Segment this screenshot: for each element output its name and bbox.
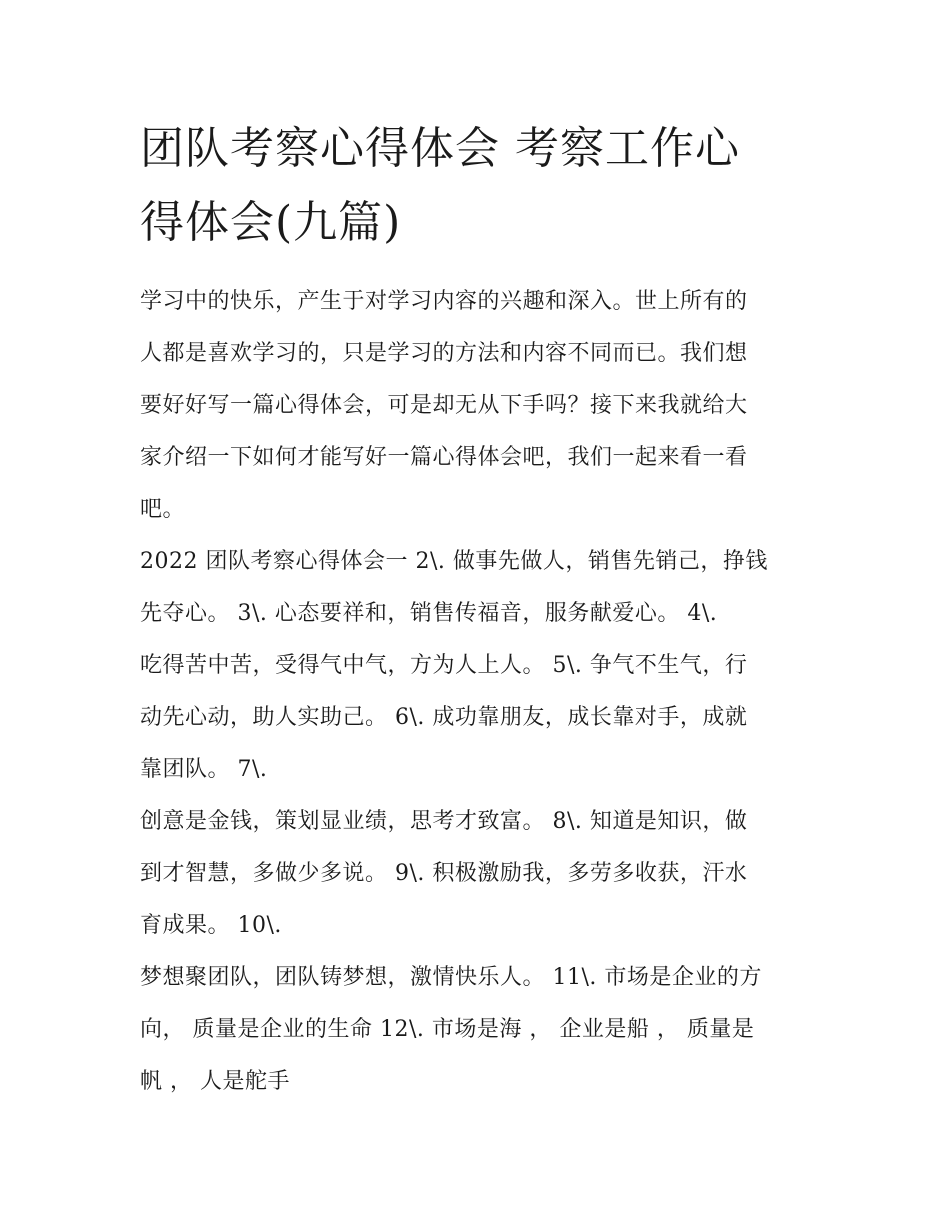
text-line: 学习中的快乐，产生于对学习内容的兴趣和深入。世上所有的 [140,289,748,314]
text-line: 动先心动，助人实助己。 6\. 成功靠朋友，成长靠对手，成就 [140,705,748,730]
body-paragraph [140,952,812,1108]
text-line: 靠团队。 7\. [140,757,268,782]
body-paragraph [140,640,812,796]
text-line: 向， 质量是企业的生命 12\. 市场是海 ， 企业是船 ， 质量是 [140,1017,755,1042]
text-line: 帆 ， 人是舵手 [140,1069,290,1094]
text-line: 家介绍一下如何才能写好一篇心得体会吧，我们一起来看一看 [140,445,748,470]
body-paragraph [140,536,812,640]
text-line: 梦想聚团队，团队铸梦想，激情快乐人。 11\. 市场是企业的方 [140,965,762,990]
text-line: 先夺心。 3\. 心态要祥和，销售传福音，服务献爱心。 4\. [140,601,718,626]
body-paragraph [140,796,812,952]
title-line: 得体会(九篇) [140,197,402,248]
document-title [140,112,812,260]
text-line: 吧。 [140,497,186,522]
text-line: 创意是金钱，策划显业绩，思考才致富。 8\. 知道是知识，做 [140,809,748,834]
text-line: 人都是喜欢学习的，只是学习的方法和内容不同而已。我们想 [140,341,748,366]
document-content [140,112,812,1108]
intro-paragraph [140,276,812,536]
text-line: 到才智慧，多做少多说。 9\. 积极激励我，多劳多收获，汗水 [140,861,748,886]
title-line: 团队考察心得体会 考察工作心 [140,123,740,174]
text-line: 育成果。 10\. [140,913,282,938]
text-line: 2022 团队考察心得体会一 2\. 做事先做人，销售先销己，挣钱 [140,549,768,574]
text-line: 要好好写一篇心得体会，可是却无从下手吗？接下来我就给大 [140,393,748,418]
text-line: 吃得苦中苦，受得气中气，方为人上人。 5\. 争气不生气，行 [140,653,748,678]
